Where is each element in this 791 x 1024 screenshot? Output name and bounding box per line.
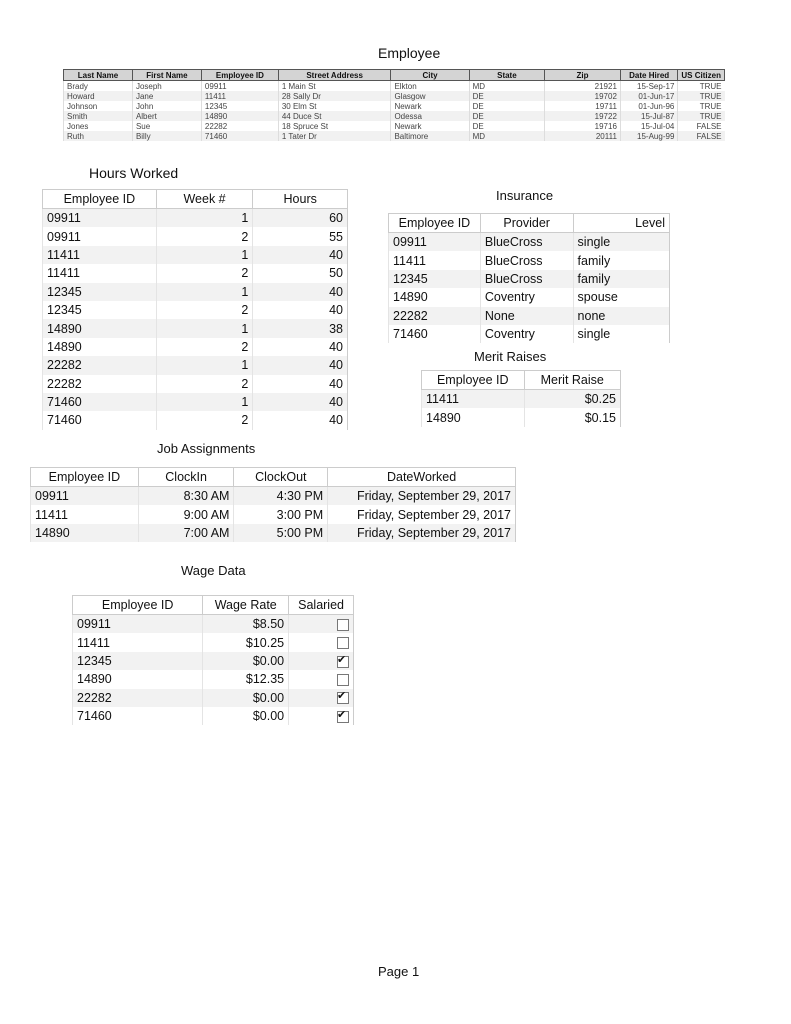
table-cell: 60 [253, 209, 348, 228]
table-cell: 22282 [43, 375, 157, 393]
table-cell: 40 [253, 246, 348, 264]
table-row [43, 356, 348, 374]
table-row [43, 393, 348, 411]
table-cell: 12345 [43, 301, 157, 319]
unchecked-checkbox-icon[interactable] [337, 619, 349, 631]
employee-title: Employee [378, 45, 441, 61]
table-cell: 14890 [31, 524, 139, 542]
table-cell: 22282 [43, 356, 157, 374]
table-cell: 1 [156, 356, 253, 374]
table-cell: Howard [64, 91, 133, 101]
table-cell: Newark [391, 101, 469, 111]
table-row [389, 307, 670, 325]
table-cell: Friday, September 29, 2017 [328, 505, 516, 523]
column-header: ClockOut [234, 468, 328, 487]
table-row [389, 233, 670, 252]
table-cell: 19711 [545, 101, 621, 111]
table-cell: 40 [253, 375, 348, 393]
table-cell: Friday, September 29, 2017 [328, 487, 516, 506]
hours-worked-title: Hours Worked [89, 165, 179, 181]
table-cell: Brady [64, 81, 133, 92]
column-header: Employee ID [422, 371, 525, 390]
table-cell: 71460 [389, 325, 481, 343]
table-cell: Johnson [64, 101, 133, 111]
table-cell: 1 [156, 393, 253, 411]
table-row [43, 227, 348, 245]
table-cell: 20111 [545, 131, 621, 141]
merit-raises-table [421, 370, 621, 427]
table-cell: 21921 [545, 81, 621, 92]
table-row [73, 670, 354, 688]
table-cell: 40 [253, 301, 348, 319]
column-header: US Citizen [678, 70, 725, 81]
job-assignments-title: Job Assignments [157, 441, 256, 456]
table-cell: None [480, 307, 573, 325]
table-cell: single [573, 233, 669, 252]
table-row [43, 264, 348, 282]
table-cell: BlueCross [480, 270, 573, 288]
column-header: State [469, 70, 545, 81]
checked-checkbox-icon[interactable] [337, 656, 349, 668]
table-cell: 11411 [31, 505, 139, 523]
salaried-cell [289, 652, 354, 670]
table-cell: 40 [253, 411, 348, 429]
table-cell: Jane [132, 91, 201, 101]
table-cell: 22282 [73, 689, 203, 707]
table-cell: 7:00 AM [138, 524, 234, 542]
table-cell: $0.25 [524, 390, 620, 409]
table-cell: 12345 [43, 283, 157, 301]
table-row [64, 111, 725, 121]
table-cell: Smith [64, 111, 133, 121]
table-cell: TRUE [678, 91, 725, 101]
table-cell: 12345 [73, 652, 203, 670]
table-cell: Jones [64, 121, 133, 131]
table-cell: 2 [156, 227, 253, 245]
table-cell: 01-Jun-17 [620, 91, 677, 101]
column-header: Level [573, 214, 669, 233]
table-row [43, 319, 348, 337]
table-cell: spouse [573, 288, 669, 306]
column-header: Employee ID [201, 70, 278, 81]
table-row [43, 375, 348, 393]
table-row [422, 408, 621, 426]
table-row [422, 390, 621, 409]
table-cell: John [132, 101, 201, 111]
table-cell: 40 [253, 283, 348, 301]
table-cell: 2 [156, 301, 253, 319]
table-row [389, 251, 670, 269]
table-cell: 71460 [43, 411, 157, 429]
table-cell: 1 [156, 209, 253, 228]
job-assignments-table [30, 467, 516, 542]
table-row [64, 121, 725, 131]
table-cell: 2 [156, 338, 253, 356]
table-row [73, 652, 354, 670]
table-cell: 9:00 AM [138, 505, 234, 523]
table-cell: 11411 [73, 633, 203, 651]
table-cell: 2 [156, 375, 253, 393]
table-cell: 22282 [201, 121, 278, 131]
table-cell: 1 [156, 246, 253, 264]
table-row [389, 325, 670, 343]
table-cell: 50 [253, 264, 348, 282]
column-header: Employee ID [389, 214, 481, 233]
table-cell: 14890 [201, 111, 278, 121]
table-cell: 09911 [73, 615, 203, 634]
table-row [73, 707, 354, 725]
table-cell: $0.00 [203, 652, 289, 670]
employee-table [63, 69, 725, 141]
table-cell: BlueCross [480, 233, 573, 252]
column-header: Week # [156, 190, 253, 209]
column-header: Wage Rate [203, 596, 289, 615]
table-cell: family [573, 270, 669, 288]
table-cell: 5:00 PM [234, 524, 328, 542]
table-cell: none [573, 307, 669, 325]
table-cell: 14890 [43, 338, 157, 356]
table-cell: 09911 [389, 233, 481, 252]
table-row [73, 689, 354, 707]
table-cell: TRUE [678, 81, 725, 92]
table-cell: 40 [253, 338, 348, 356]
table-cell: Odessa [391, 111, 469, 121]
table-cell: 8:30 AM [138, 487, 234, 506]
table-cell: 55 [253, 227, 348, 245]
table-row [73, 615, 354, 634]
table-cell: 15-Jul-04 [620, 121, 677, 131]
table-cell: Sue [132, 121, 201, 131]
table-cell: $10.25 [203, 633, 289, 651]
table-cell: 01-Jun-96 [620, 101, 677, 111]
table-cell: 11411 [422, 390, 525, 409]
table-cell: 14890 [43, 319, 157, 337]
table-cell: 2 [156, 264, 253, 282]
table-cell: MD [469, 81, 545, 92]
table-cell: 11411 [43, 246, 157, 264]
table-cell: 12345 [389, 270, 481, 288]
table-cell: 15-Sep-17 [620, 81, 677, 92]
column-header: Provider [480, 214, 573, 233]
table-cell: 38 [253, 319, 348, 337]
salaried-cell [289, 670, 354, 688]
table-cell: 3:00 PM [234, 505, 328, 523]
page-number: Page 1 [378, 964, 420, 979]
unchecked-checkbox-icon[interactable] [337, 674, 349, 686]
column-header: City [391, 70, 469, 81]
salaried-cell [289, 689, 354, 707]
table-row [31, 524, 516, 542]
table-cell: $0.00 [203, 707, 289, 725]
table-cell: 1 [156, 319, 253, 337]
table-cell: 11411 [389, 251, 481, 269]
table-cell: 71460 [73, 707, 203, 725]
table-cell: Billy [132, 131, 201, 141]
table-cell: Joseph [132, 81, 201, 92]
column-header: ClockIn [138, 468, 234, 487]
table-cell: 09911 [43, 209, 157, 228]
table-row [43, 411, 348, 429]
table-cell: Elkton [391, 81, 469, 92]
table-cell: 1 Tater Dr [278, 131, 391, 141]
table-cell: DE [469, 101, 545, 111]
table-cell: FALSE [678, 121, 725, 131]
table-cell: DE [469, 91, 545, 101]
table-cell: 19722 [545, 111, 621, 121]
wage-data-table [72, 595, 354, 725]
column-header: Hours [253, 190, 348, 209]
hours-worked-table [42, 189, 348, 430]
table-cell: 30 Elm St [278, 101, 391, 111]
table-row [43, 246, 348, 264]
column-header: Street Address [278, 70, 391, 81]
table-row [64, 91, 725, 101]
salaried-cell [289, 633, 354, 651]
table-cell: 28 Sally Dr [278, 91, 391, 101]
table-cell: 11411 [201, 91, 278, 101]
table-cell: 40 [253, 393, 348, 411]
table-cell: FALSE [678, 131, 725, 141]
table-cell: Baltimore [391, 131, 469, 141]
table-row [389, 270, 670, 288]
table-cell: MD [469, 131, 545, 141]
column-header: Last Name [64, 70, 133, 81]
table-row [43, 301, 348, 319]
table-cell: 19702 [545, 91, 621, 101]
table-cell: family [573, 251, 669, 269]
table-row [64, 81, 725, 92]
table-cell: TRUE [678, 111, 725, 121]
table-cell: 44 Duce St [278, 111, 391, 121]
table-cell: $8.50 [203, 615, 289, 634]
table-cell: single [573, 325, 669, 343]
column-header: Employee ID [43, 190, 157, 209]
table-cell: 09911 [31, 487, 139, 506]
table-cell: Newark [391, 121, 469, 131]
table-cell: $0.15 [524, 408, 620, 426]
table-cell: 14890 [422, 408, 525, 426]
table-cell: Glasgow [391, 91, 469, 101]
column-header: Employee ID [73, 596, 203, 615]
table-row [64, 101, 725, 111]
table-cell: BlueCross [480, 251, 573, 269]
table-cell: 15-Aug-99 [620, 131, 677, 141]
insurance-table [388, 213, 670, 343]
column-header: Employee ID [31, 468, 139, 487]
table-cell: $12.35 [203, 670, 289, 688]
table-cell: Albert [132, 111, 201, 121]
table-row [389, 288, 670, 306]
merit-raises-title: Merit Raises [474, 349, 547, 364]
table-cell: TRUE [678, 101, 725, 111]
salaried-cell [289, 615, 354, 634]
table-cell: 2 [156, 411, 253, 429]
table-row [43, 338, 348, 356]
column-header: Zip [545, 70, 621, 81]
table-cell: 15-Jul-87 [620, 111, 677, 121]
table-cell: 14890 [73, 670, 203, 688]
checked-checkbox-icon[interactable] [337, 711, 349, 723]
table-cell: 71460 [43, 393, 157, 411]
table-cell: 14890 [389, 288, 481, 306]
table-cell: 22282 [389, 307, 481, 325]
table-cell: 12345 [201, 101, 278, 111]
table-cell: 19716 [545, 121, 621, 131]
table-row [73, 633, 354, 651]
table-cell: 11411 [43, 264, 157, 282]
table-cell: 09911 [43, 227, 157, 245]
table-cell: Friday, September 29, 2017 [328, 524, 516, 542]
table-cell: 71460 [201, 131, 278, 141]
table-row [43, 283, 348, 301]
table-row [31, 505, 516, 523]
table-cell: DE [469, 121, 545, 131]
column-header: DateWorked [328, 468, 516, 487]
table-cell: Coventry [480, 288, 573, 306]
table-cell: 40 [253, 356, 348, 374]
table-cell: 1 Main St [278, 81, 391, 92]
wage-data-title: Wage Data [181, 563, 246, 578]
table-cell: 09911 [201, 81, 278, 92]
table-cell: 4:30 PM [234, 487, 328, 506]
table-row [43, 209, 348, 228]
table-cell: $0.00 [203, 689, 289, 707]
table-row [64, 131, 725, 141]
insurance-title: Insurance [496, 188, 554, 203]
checked-checkbox-icon[interactable] [337, 692, 349, 704]
salaried-cell [289, 707, 354, 725]
unchecked-checkbox-icon[interactable] [337, 637, 349, 649]
table-cell: Ruth [64, 131, 133, 141]
table-cell: DE [469, 111, 545, 121]
table-cell: 1 [156, 283, 253, 301]
table-cell: Coventry [480, 325, 573, 343]
table-cell: 18 Spruce St [278, 121, 391, 131]
column-header: Date Hired [620, 70, 677, 81]
column-header: Merit Raise [524, 371, 620, 390]
table-row [31, 487, 516, 506]
column-header: Salaried [289, 596, 354, 615]
column-header: First Name [132, 70, 201, 81]
